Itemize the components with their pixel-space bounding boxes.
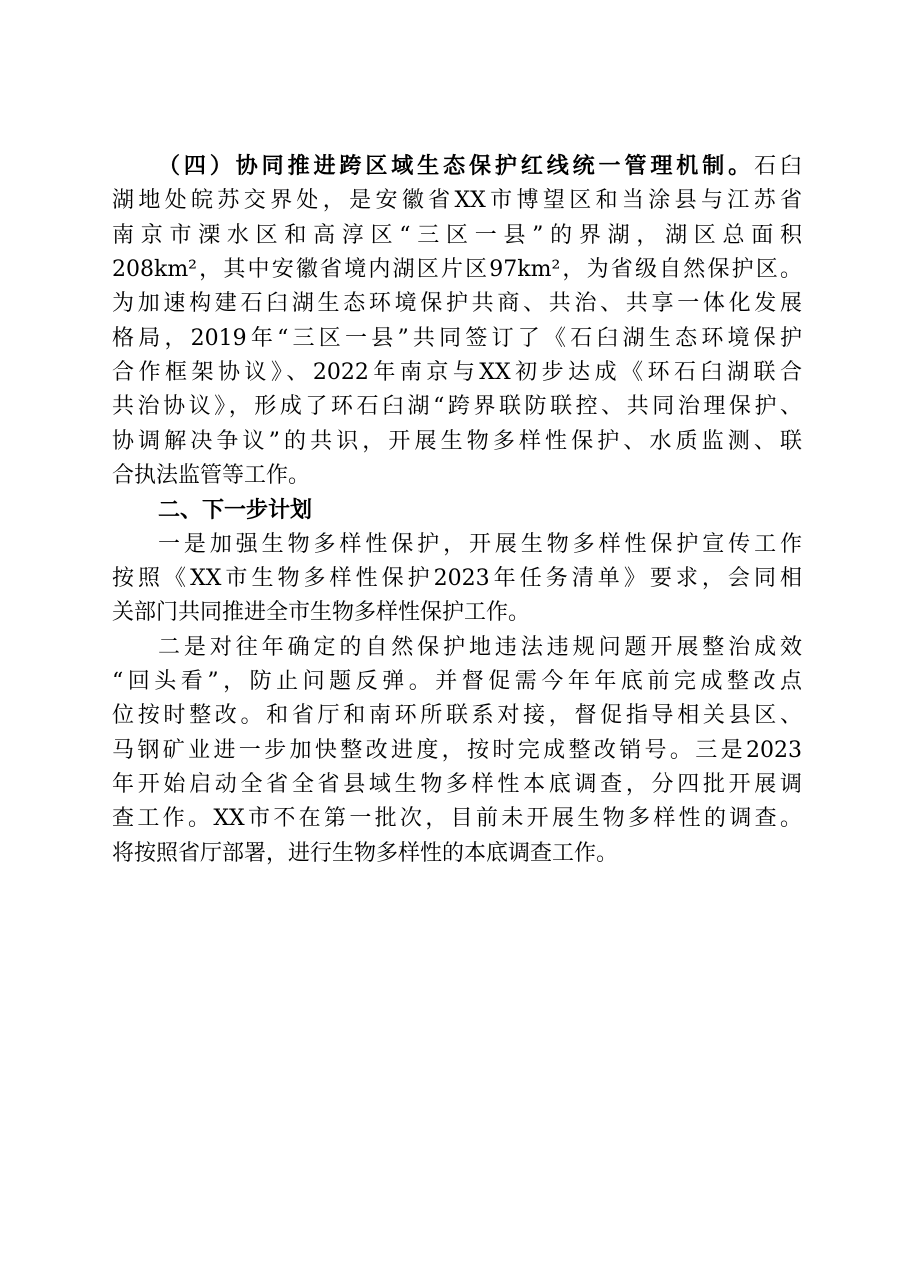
plan-item-two-line-1: 二是对往年确定的自然保护地违法违规问题开展整治成效 [158, 635, 802, 660]
section-four-line-7: 合作框架协议》、2022年南京与XX初步达成《环石臼湖联合 [112, 360, 802, 385]
plan-item-two-line-5: 年开始启动全省全省县域生物多样性本底调查，分四批开展调 [112, 772, 802, 797]
plan-item-one-line-3: 关部门共同推进全市生物多样性保护工作。 [112, 600, 531, 625]
section-four-line-8: 共治协议》，形成了环石臼湖“跨界联防联控、共同治理保护、 [112, 394, 802, 419]
plan-item-one-line-1: 一是加强生物多样性保护，开展生物多样性保护宣传工作 [158, 532, 802, 557]
section-four-line-4: 208km²，其中安徽省境内湖区片区97km²，为省级自然保护区。 [112, 257, 802, 282]
plan-item-two-line-7: 将按照省厅部署，进行生物多样性的本底调查工作。 [112, 841, 619, 866]
section-four-line-2: 湖地处皖苏交界处，是安徽省XX市博望区和当涂县与江苏省 [112, 188, 802, 213]
plan-item-two-line-4: 马钢矿业进一步加快整改进度，按时完成整改销号。三是2023 [112, 738, 802, 763]
section-two-heading: 二、下一步计划 [158, 497, 313, 523]
plan-item-two-line-2: “回头看”，防止问题反弹。并督促需今年年底前完成整改点 [112, 669, 802, 694]
section-four-line-10: 合执法监管等工作。 [112, 463, 311, 488]
section-four-line-5: 为加速构建石臼湖生态环境保护共商、共治、共享一体化发展 [112, 291, 802, 316]
section-four-first-line [158, 150, 802, 182]
section-four-heading: （四）协同推进跨区域生态保护红线统一管理机制。 [158, 153, 755, 179]
plan-item-one-line-2: 按照《XX市生物多样性保护2023年任务清单》要求，会同相 [112, 566, 802, 591]
section-four-line-9: 协调解决争议”的共识，开展生物多样性保护、水质监测、联 [112, 429, 802, 454]
section-four-line-6: 格局，2019年“三区一县”共同签订了《石臼湖生态环境保护 [112, 326, 802, 351]
plan-item-two-line-3: 位按时整改。和省厅和南环所联系对接，督促指导相关县区、 [112, 703, 802, 728]
section-four-line-3: 南京市溧水区和高淳区“三区一县”的界湖，湖区总面积 [112, 223, 802, 248]
plan-item-two-line-6: 查工作。XX市不在第一批次，目前未开展生物多样性的调查。 [112, 806, 802, 831]
section-four-line-1: 石臼 [754, 154, 802, 179]
